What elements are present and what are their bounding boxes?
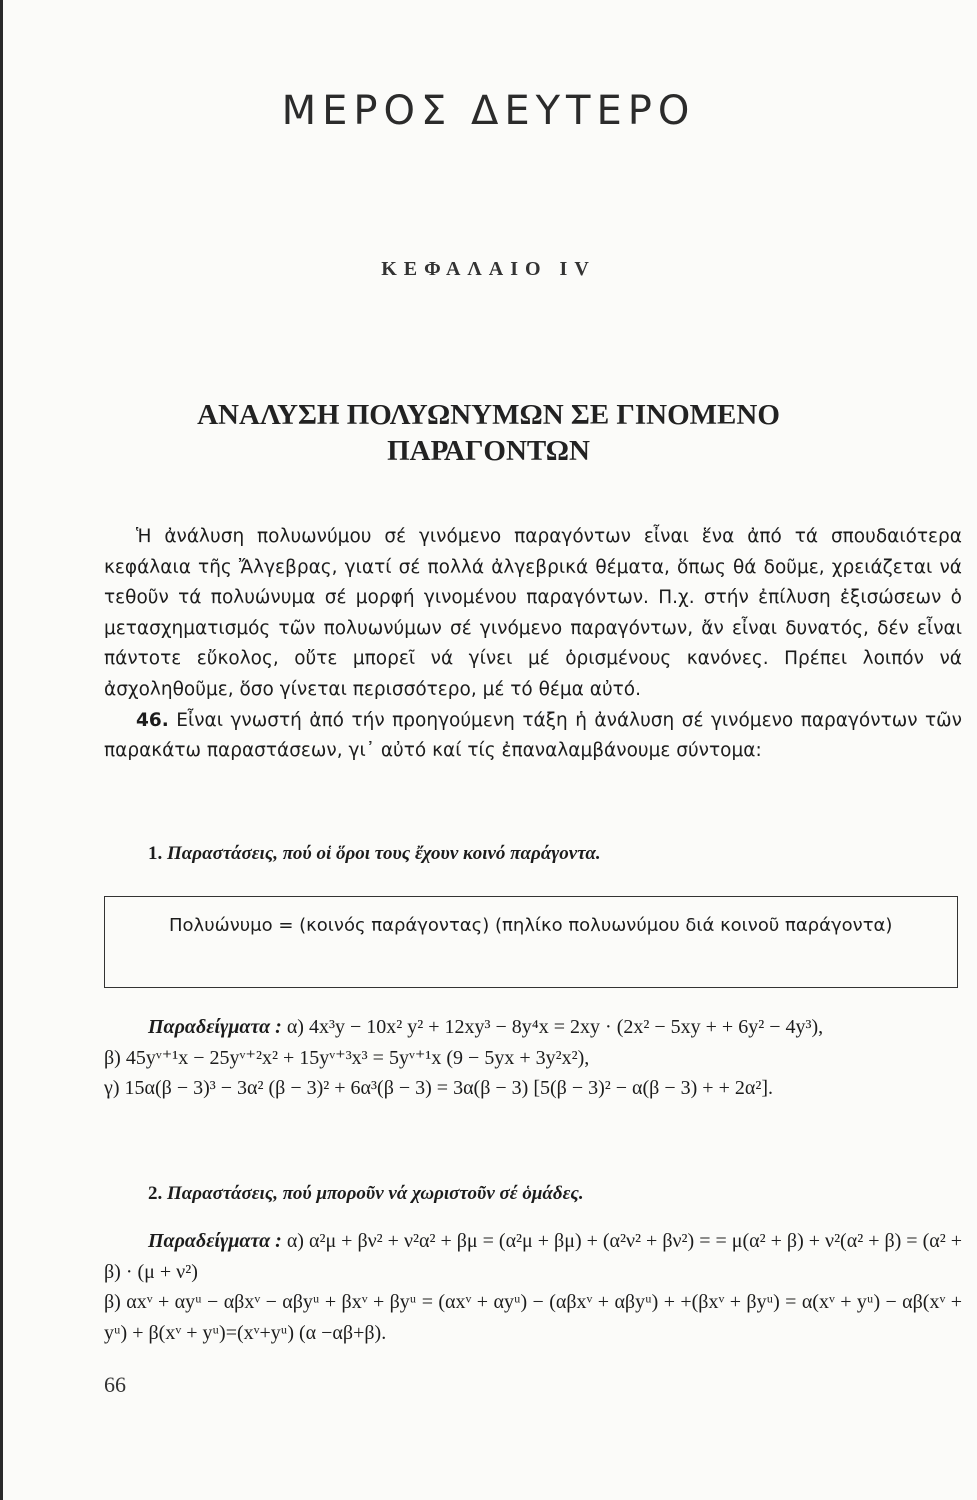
paragraph-46-number: 46. (136, 709, 169, 731)
section-1-example-a: Παραδείγματα : α) 4x³y − 10x² y² + 12xy³ − 8y⁴x = 2xy · (2x² − 5xy + + 6y² − 4y³), (148, 1016, 824, 1038)
section-2-example-b: β) αxᵛ + αyᵘ − αβxᵛ − αβyᵘ + βxᵛ + βyᵘ = (αxᵛ + αyᵘ) − (αβxᵛ + αβyᵘ) + +(βxᵛ + βyᵘ) = α(xᵛ + yᵘ) − αβ(xᵛ + yᵘ) + β(xᵛ + yᵘ)=(xᵛ+yᵘ) (α −αβ+β). (104, 1291, 962, 1344)
page-number: 66 (104, 1372, 126, 1397)
paragraph-46-text: Εἶναι γνωστή ἀπό τήν προηγούμενη τάξη ἡ ἀνάλυση σέ γινόμενο παραγόντων τῶν παρακάτω παραστάσεων, γι᾽ αὐτό καί τίς ἐπαναλαμβάνουμε σύντομα: (104, 709, 962, 762)
section-1-example-c: γ) 15α(β − 3)³ − 3α² (β − 3)² + 6α³(β − 3) = 3α(β − 3) [5(β − 3)² − α(β − 3) + + 2α²]. (104, 1077, 773, 1099)
section-1-examples (104, 1012, 962, 1104)
section-1-heading (148, 843, 601, 865)
section-2-example-a: Παραδείγματα : α) α²μ + βν² + ν²α² + βμ = (α²μ + βμ) + (α²ν² + βν²) = = μ(α² + β) + ν²(α² + β) = (α² + β) · (μ + ν²) (104, 1230, 963, 1283)
page-edge-line (0, 0, 3, 1500)
section-2-title: Παραστάσεις, πού μποροῦν νά χωριστοῦν σέ ὁμάδες. (167, 1183, 584, 1204)
section-1-examples-label: Παραδείγματα : (148, 1016, 282, 1038)
chapter-title-line1: ΑΝΑΛΥΣΗ ΠΟΛΥΩΝΥΜΩΝ ΣΕ ΓΙΝΟΜΕΝΟ (197, 399, 780, 431)
intro-text (104, 522, 962, 767)
part-title: ΜΕΡΟΣ ΔΕΥΤΕΡΟ (281, 88, 696, 134)
chapter-label: ΚΕΦΑΛΑΙΟ IV (381, 258, 596, 280)
intro-paragraph: Ἡ ἀνάλυση πολυωνύμου σέ γινόμενο παραγόντων εἶναι ἕνα ἀπό τά σπουδαιότερα κεφάλαια τῆς Ἄλγεβρας, γιατί σέ πολλά ἀλγεβρικά θέματα, ὅπως θά δοῦμε, χρειάζεται νά τεθοῦν τά πολυώνυμα σέ μορφή γινομένου παραγόντων. Π.χ. στήν ἐπίλυση ἐξισώσεων ὁ μετασχηματισμός τῶν πολυωνύμων σέ γινόμενο παραγόντων, ἄν εἶναι δυνατός, δέν εἶναι πάντοτε εὔκολος, οὔτε μπορεῖ νά γίνει μέ ὁρισμένους κανόνες. Πρέπει λοιπόν νά ἀσχοληθοῦμε, ὅσο γίνεται περισσότερο, μέ τό θέμα αὐτό. (104, 526, 962, 700)
section-2-examples-label: Παραδείγματα : (148, 1230, 282, 1252)
section-1-example-b: β) 45yᵛ⁺¹x − 25yᵛ⁺²x² + 15yᵛ⁺³x³ = 5yᵛ⁺¹x (9 − 5yx + 3y²x²), (104, 1046, 590, 1069)
section-2-examples (104, 1226, 962, 1348)
formula-box (104, 896, 958, 988)
section-1-number: 1. (148, 843, 163, 864)
formula-box-text: Πολυώνυμο = (κοινός παράγοντας) (πηλίκο πολυωνύμου διά κοινοῦ παράγοντα) (169, 915, 893, 936)
chapter-title (0, 397, 977, 469)
section-1-title: Παραστάσεις, πού οἱ ὅροι τους ἔχουν κοινό παράγοντα. (167, 843, 601, 864)
paragraph-46 (104, 706, 962, 767)
section-2-heading (148, 1183, 584, 1205)
section-2-number: 2. (148, 1183, 163, 1204)
chapter-title-line2: ΠΑΡΑΓΟΝΤΩΝ (387, 435, 590, 467)
